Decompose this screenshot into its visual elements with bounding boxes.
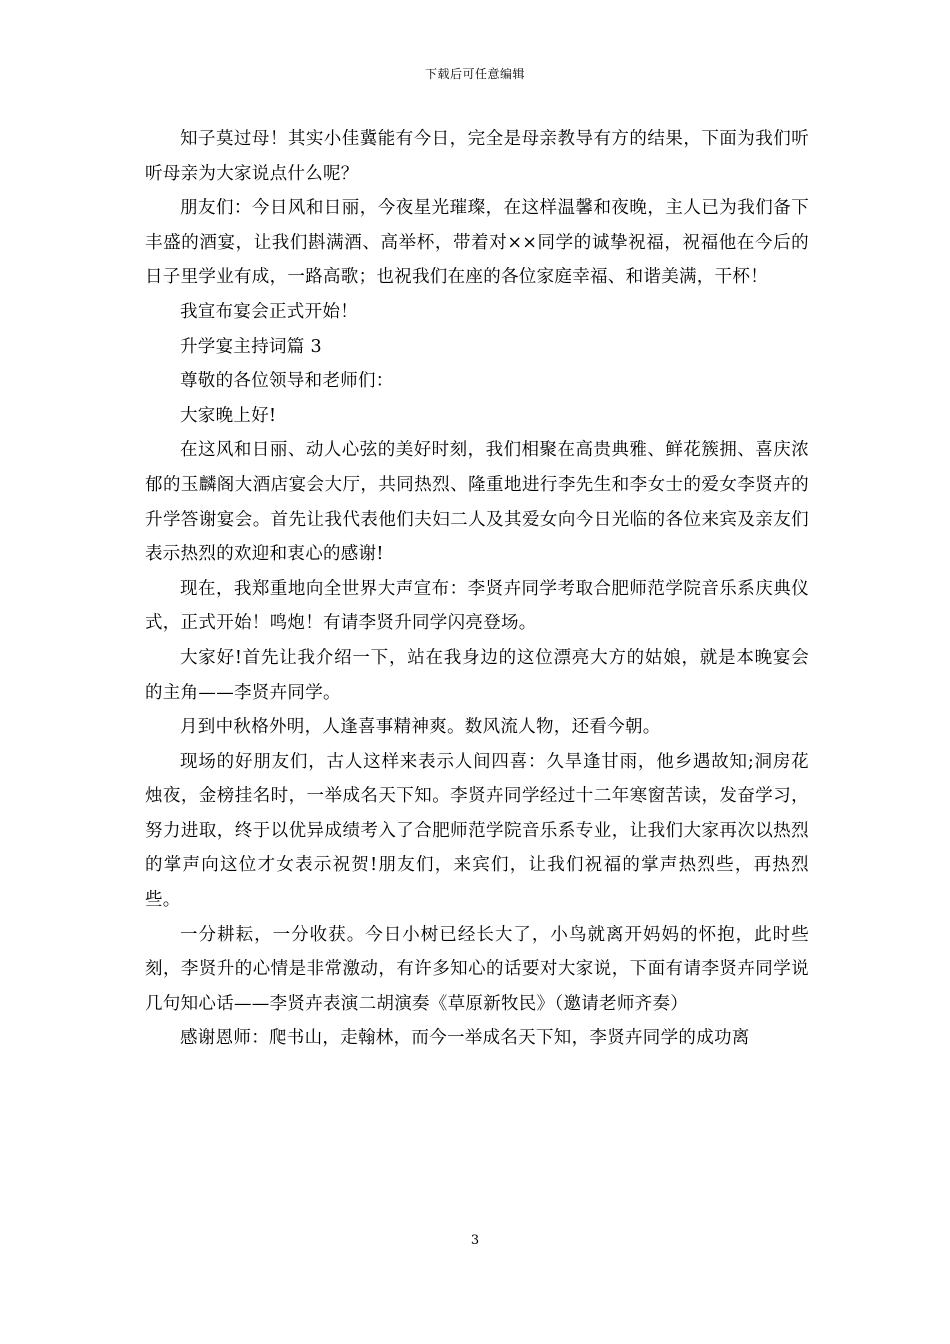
document-body — [145, 122, 809, 1056]
paragraph: 我宣布宴会正式开始！ — [180, 301, 358, 322]
paragraph: 现场的好朋友们，古人这样来表示人间四喜：久旱逢甘雨，他乡遇故知;洞房花烛夜，金榜挂名时，一举成名天下知。李贤卉同学经过十二年寒窗苦读，发奋学习，努力进取，终于以优异成绩考入了合肥师范学院音乐系专业，让我们大家再次以热烈的掌声向这位才女表示祝贺!朋友们，来宾们，让我们祝福的掌声热烈些，再热烈些。 — [145, 751, 809, 911]
section-heading: 升学宴主持词篇 3 — [180, 336, 322, 357]
paragraph: 在这风和日丽、动人心弦的美好时刻，我们相聚在高贵典雅、鲜花簇拥、喜庆浓郁的玉麟阁大酒店宴会大厅，共同热烈、隆重地进行李先生和李女士的爱女李贤卉的升学答谢宴会。首先让我代表他们夫妇二人及其爱女向今日光临的各位来宾及亲友们表示热烈的欢迎和衷心的感谢! — [145, 440, 809, 565]
page-number: 3 — [470, 1233, 480, 1248]
paragraph: 大家好!首先让我介绍一下，站在我身边的这位漂亮大方的姑娘，就是本晚宴会的主角——李贤卉同学。 — [145, 647, 809, 703]
paragraph: 朋友们：今日风和日丽，今夜星光璀璨，在这样温馨和夜晚，主人已为我们备下丰盛的酒宴，让我们斟满酒、高举杯，带着对××同学的诚挚祝福，祝福他在今后的日子里学业有成，一路高歌；也祝我们在座的各位家庭幸福、和谐美满，干杯！ — [145, 198, 809, 288]
paragraph: 感谢恩师：爬书山，走翰林，而今一举成名天下知，李贤卉同学的成功离 — [180, 1028, 750, 1049]
paragraph: 现在，我郑重地向全世界大声宣布：李贤卉同学考取合肥师范学院音乐系庆典仪式，正式开始！鸣炮！有请李贤升同学闪亮登场。 — [145, 578, 809, 634]
page-header: 下载后可任意编辑 — [424, 67, 525, 81]
greeting: 大家晚上好! — [180, 405, 277, 426]
paragraph: 一分耕耘，一分收获。今日小树已经长大了，小鸟就离开妈妈的怀抱，此时些刻，李贤升的心情是非常激动，有许多知心的话要对大家说，下面有请李贤卉同学说几句知心话——李贤卉表演二胡演奏《草原新牧民》（邀请老师齐奏） — [145, 924, 809, 1014]
paragraph: 知子莫过母！其实小佳冀能有今日，完全是母亲教导有方的结果，下面为我们听听母亲为大家说点什么呢？ — [145, 129, 809, 184]
salutation: 尊敬的各位领导和老师们： — [180, 371, 394, 392]
paragraph: 月到中秋格外明，人逢喜事精神爽。数风流人物，还看今朝。 — [180, 717, 661, 738]
